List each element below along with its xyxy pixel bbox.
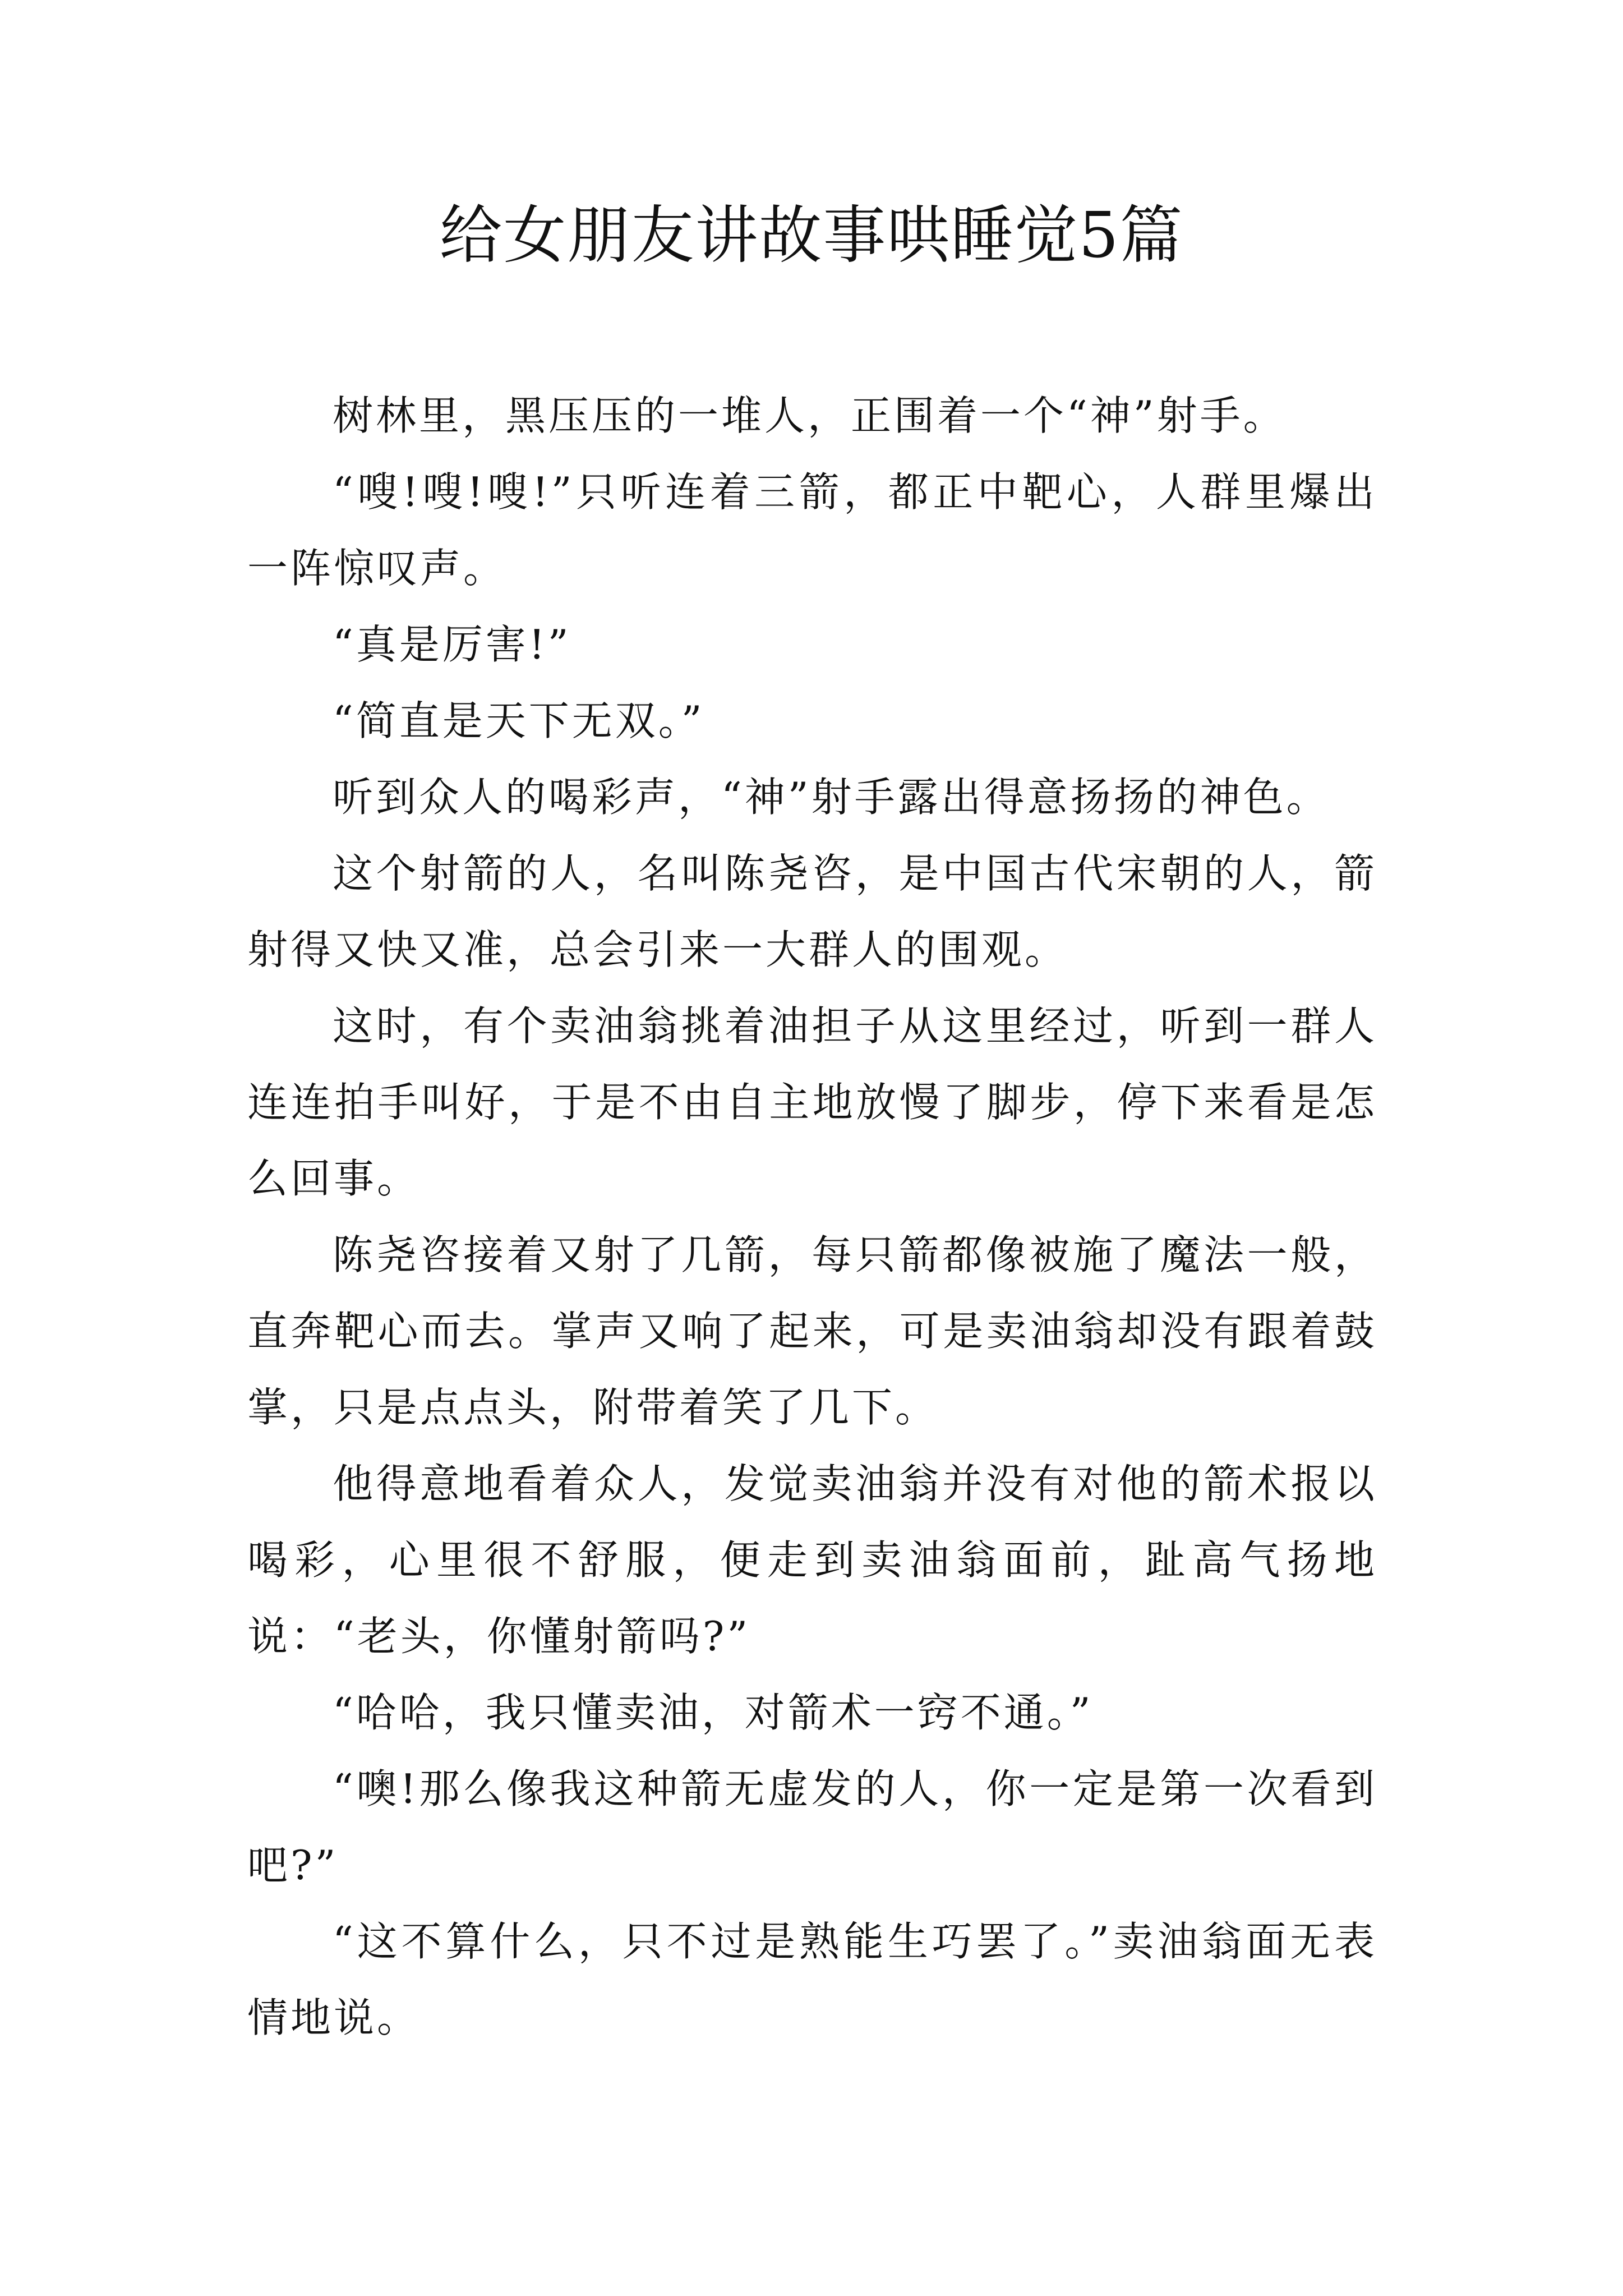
paragraph: “哈哈，我只懂卖油，对箭术一窍不通。” bbox=[333, 1689, 1094, 1736]
paragraph: 听到众人的喝彩声，“神”射手露出得意扬扬的神色。 bbox=[333, 774, 1330, 821]
document-body bbox=[247, 378, 1377, 2056]
paragraph: “简直是天下无双。” bbox=[333, 697, 705, 744]
paragraph: “真是厉害!” bbox=[333, 621, 571, 668]
paragraph: 他得意地看着众人，发觉卖油翁并没有对他的箭术报以喝彩，心里很不舒服，便走到卖油翁面前，趾高气扬地说：“老头，你懂射箭吗?” bbox=[247, 1460, 1377, 1660]
paragraph: 陈尧咨接着又射了几箭，每只箭都像被施了魔法一般，直奔靶心而去。掌声又响了起来，可是卖油翁却没有跟着鼓掌，只是点点头，附带着笑了几下。 bbox=[247, 1231, 1377, 1431]
paragraph: “噢!那么像我这种箭无虚发的人，你一定是第一次看到吧?” bbox=[247, 1765, 1377, 1889]
paragraph: 这个射箭的人，名叫陈尧咨，是中国古代宋朝的人，箭射得又快又准，总会引来一大群人的围观。 bbox=[247, 850, 1377, 973]
paragraph: 树林里，黑压压的一堆人，正围着一个“神”射手。 bbox=[333, 392, 1287, 439]
paragraph: 这时，有个卖油翁挑着油担子从这里经过，听到一群人连连拍手叫好，于是不由自主地放慢了脚步，停下来看是怎么回事。 bbox=[247, 1002, 1377, 1202]
document-title: 给女朋友讲故事哄睡觉5篇 bbox=[439, 199, 1184, 272]
paragraph: “这不算什么，只不过是熟能生巧罢了。”卖油翁面无表情地说。 bbox=[247, 1918, 1377, 2041]
paragraph: “嗖!嗖!嗖!”只听连着三箭，都正中靶心，人群里爆出一阵惊叹声。 bbox=[247, 468, 1377, 592]
